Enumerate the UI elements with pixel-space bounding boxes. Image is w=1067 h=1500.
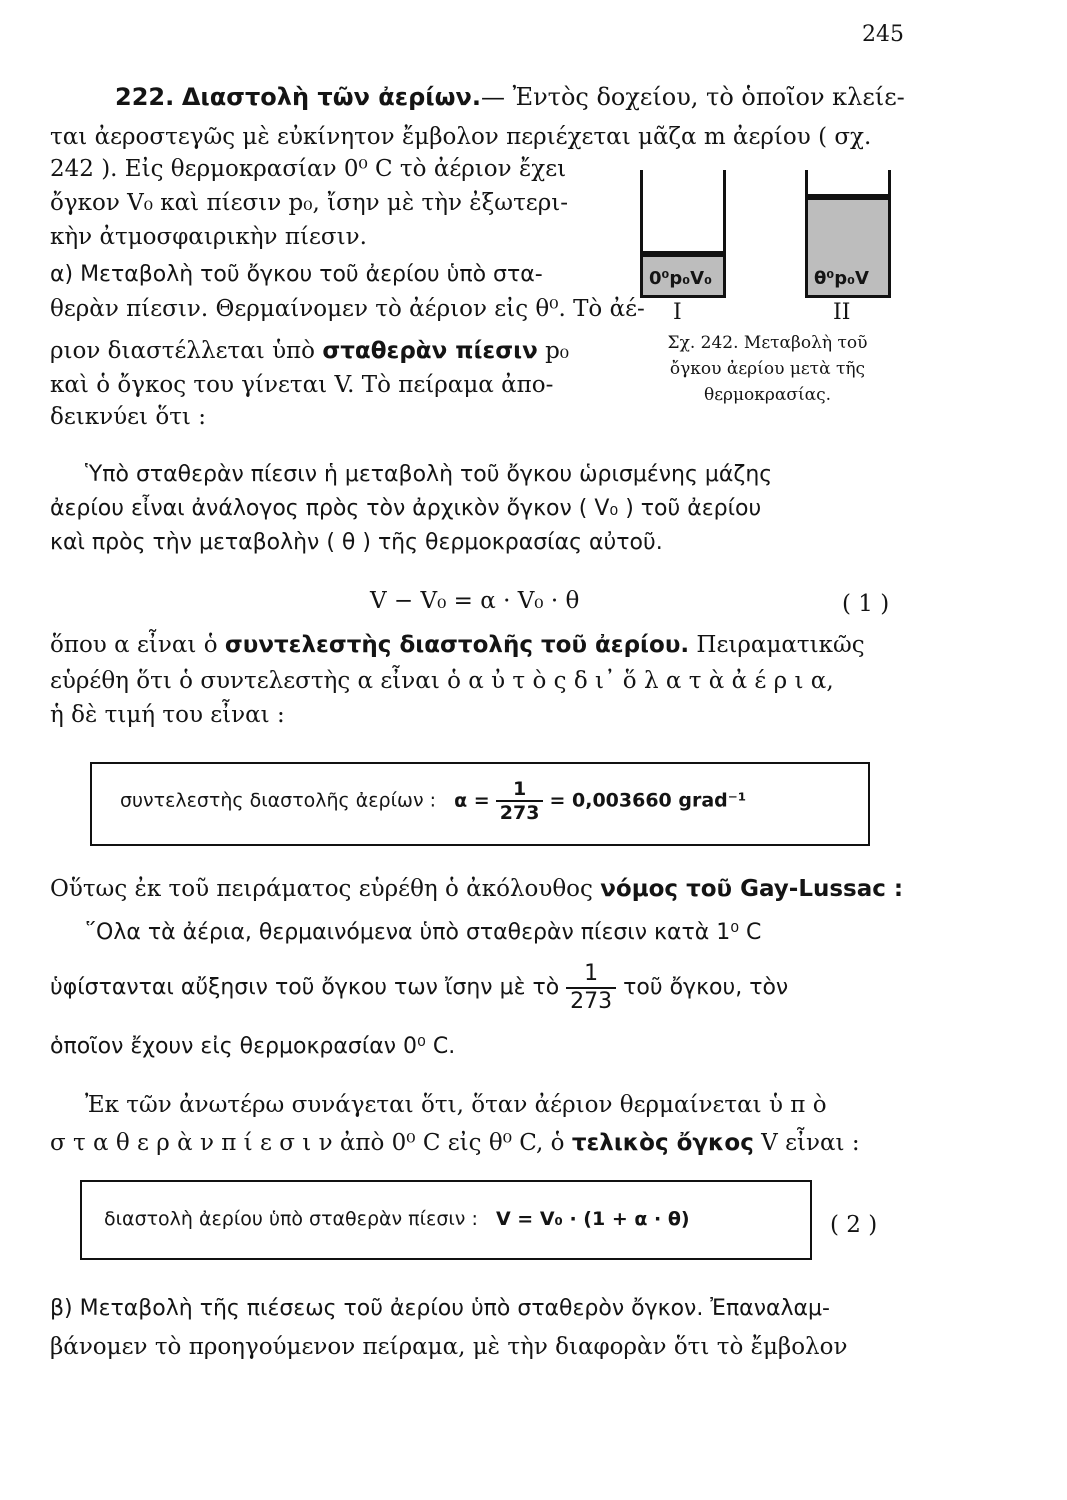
coefficient-line-3: ἡ δὲ τιμή του εἶναι : (50, 702, 285, 728)
vessel-1-number: I (673, 300, 682, 325)
vessel-2 (805, 170, 891, 298)
law-line-3: καὶ πρὸς τὴν μεταβολὴν ( θ ) τῆς θερμοκρασίας αὐτοῦ. (50, 530, 663, 555)
gay-lussac-line-2: ὑφίστανται αὔξησιν τοῦ ὄγκου των ἴσην μὲ τὸ $\frac{1}{273}$ τοῦ ὄγκου, τὸν (50, 961, 789, 1014)
section-title: Διαστολὴ τῶν ἀερίων. (181, 83, 481, 111)
page-number: 245 (862, 22, 904, 47)
equation-1: V − V₀ = α · V₀ · θ (370, 588, 580, 614)
gay-lussac-fraction: $\frac{1}{273}$ (566, 961, 616, 1015)
coefficient-box (90, 762, 870, 846)
law-line-2: ἀερίου εἶναι ἀνάλογος πρὸς τὸν ἀρχικὸν ὄγκον ( V₀ ) τοῦ ἀερίου (50, 496, 762, 521)
law-line-1: Ὑπὸ σταθερὰν πίεσιν ἡ μεταβολὴ τοῦ ὄγκου ὡρισμένης μάζης (85, 462, 773, 487)
constant-pressure-bold: σταθερὰν πίεσιν (322, 338, 538, 364)
part-a-line-2: θερὰν πίεσιν. Θερμαίνομεν τὸ ἀέριον εἰς θ⁰. Τὸ ἀέ- (50, 296, 645, 322)
intro-line-2: ται ἀεροστεγῶς μὲ εὐκίνητον ἔμβολον περιέχεται μᾶζα m ἀερίου ( σχ. (50, 124, 872, 150)
part-a-line-3: ριον διαστέλλεται ὑπὸ σταθερὰν πίεσιν p₀ (50, 338, 570, 364)
vessel-1-label: 0⁰p₀V₀ (649, 268, 712, 289)
final-volume-bold: τελικὸς ὄγκος (571, 1130, 754, 1156)
equation-2-number: ( 2 ) (830, 1212, 878, 1238)
expansion-box-formula: V = V₀ · (1 + α · θ) (495, 1208, 690, 1230)
section-heading-line (115, 80, 905, 114)
coefficient-line-1: ὅπου α εἶναι ὁ συντελεστὴς διαστολῆς τοῦ ἀερίου. Πειραματικῶς (50, 632, 865, 658)
coefficient-line-2: εὑρέθη ὅτι ὁ συντελεστὴς α εἶναι ὁ α ὐ τ ὸ ς δ ι᾽ ὅ λ α τ ὰ ἀ έ ρ ι α, (50, 668, 834, 694)
expansion-box-label: διαστολὴ ἀερίου ὑπὸ σταθερὰν πίεσιν : (104, 1208, 478, 1230)
coefficient-box-content (120, 778, 746, 824)
vessel-2-number: II (833, 300, 851, 325)
expansion-box-content (104, 1208, 690, 1230)
vessel-1 (640, 170, 726, 298)
intro-line-3: 242 ). Εἰς θερμοκρασίαν 0⁰ C τὸ ἀέριον ἔχει (50, 156, 567, 182)
figure-caption: Σχ. 242. Μεταβολὴ τοῦ ὄγκου ἀερίου μετὰ τῆς θερμοκρασίας. (667, 333, 868, 405)
conclusion-line-1: Ἐκ τῶν ἀνωτέρω συνάγεται ὅτι, ὅταν ἀέριον θερμαίνεται ὑ π ὸ (85, 1092, 827, 1118)
gay-lussac-intro: Οὕτως ἐκ τοῦ πειράματος εὑρέθη ὁ ἀκόλουθος νόμος τοῦ Gay-Lussac : (50, 876, 904, 902)
equation-1-number: ( 1 ) (842, 591, 890, 617)
coefficient-bold: συντελεστὴς διαστολῆς τοῦ ἀερίου. (224, 632, 690, 658)
gay-lussac-bold: νόμος τοῦ Gay-Lussac : (600, 876, 904, 902)
coefficient-box-rhs: = 0,003660 grad⁻¹ (549, 789, 747, 812)
coefficient-fraction: $\frac{1}{273}$ (496, 778, 544, 824)
section-number: 222. (115, 83, 175, 111)
intro-line-1: — Ἐντὸς δοχείου, τὸ ὁποῖον κλείε- (480, 83, 905, 111)
gay-lussac-line-1: ῞Ολα τὰ ἀέρια, θερμαινόμενα ὑπὸ σταθερὰν πίεσιν κατὰ 1⁰ C (85, 920, 762, 945)
conclusion-line-2: σ τ α θ ε ρ ὰ ν π ί ε σ ι ν ἀπὸ 0⁰ C εἰς θ⁰ C, ὁ τελικὸς ὄγκος V εἶναι : (50, 1130, 860, 1156)
part-b-line-1: β) Μεταβολὴ τῆς πιέσεως τοῦ ἀερίου ὑπὸ σταθερὸν ὄγκον. Ἐπαναλαμ- (50, 1296, 830, 1321)
coefficient-box-lhs: α = (454, 789, 490, 812)
part-a-line-1: α) Μεταβολὴ τοῦ ὄγκου τοῦ ἀερίου ὑπὸ στα- (50, 262, 543, 287)
intro-line-5: κὴν ἀτμοσφαιρικὴν πίεσιν. (50, 224, 367, 250)
intro-line-4: ὄγκον V₀ καὶ πίεσιν p₀, ἴσην μὲ τὴν ἐξωτερι- (50, 190, 569, 216)
coefficient-box-label: συντελεστὴς διαστολῆς ἀερίων : (120, 789, 436, 812)
part-a-line-4: καὶ ὁ ὄγκος του γίνεται V. Τὸ πείραμα ἀπο- (50, 372, 554, 398)
vessel-2-label: θ⁰p₀V (814, 268, 869, 289)
expansion-box (80, 1180, 812, 1260)
gay-lussac-line-3: ὁποῖον ἔχουν εἰς θερμοκρασίαν 0⁰ C. (50, 1034, 456, 1059)
part-a-line-5: δεικνύει ὅτι : (50, 404, 207, 430)
figure-242 (635, 170, 895, 430)
part-b-line-2: βάνομεν τὸ προηγούμενον πείραμα, μὲ τὴν διαφορὰν ὅτι τὸ ἔμβολον (50, 1334, 848, 1360)
